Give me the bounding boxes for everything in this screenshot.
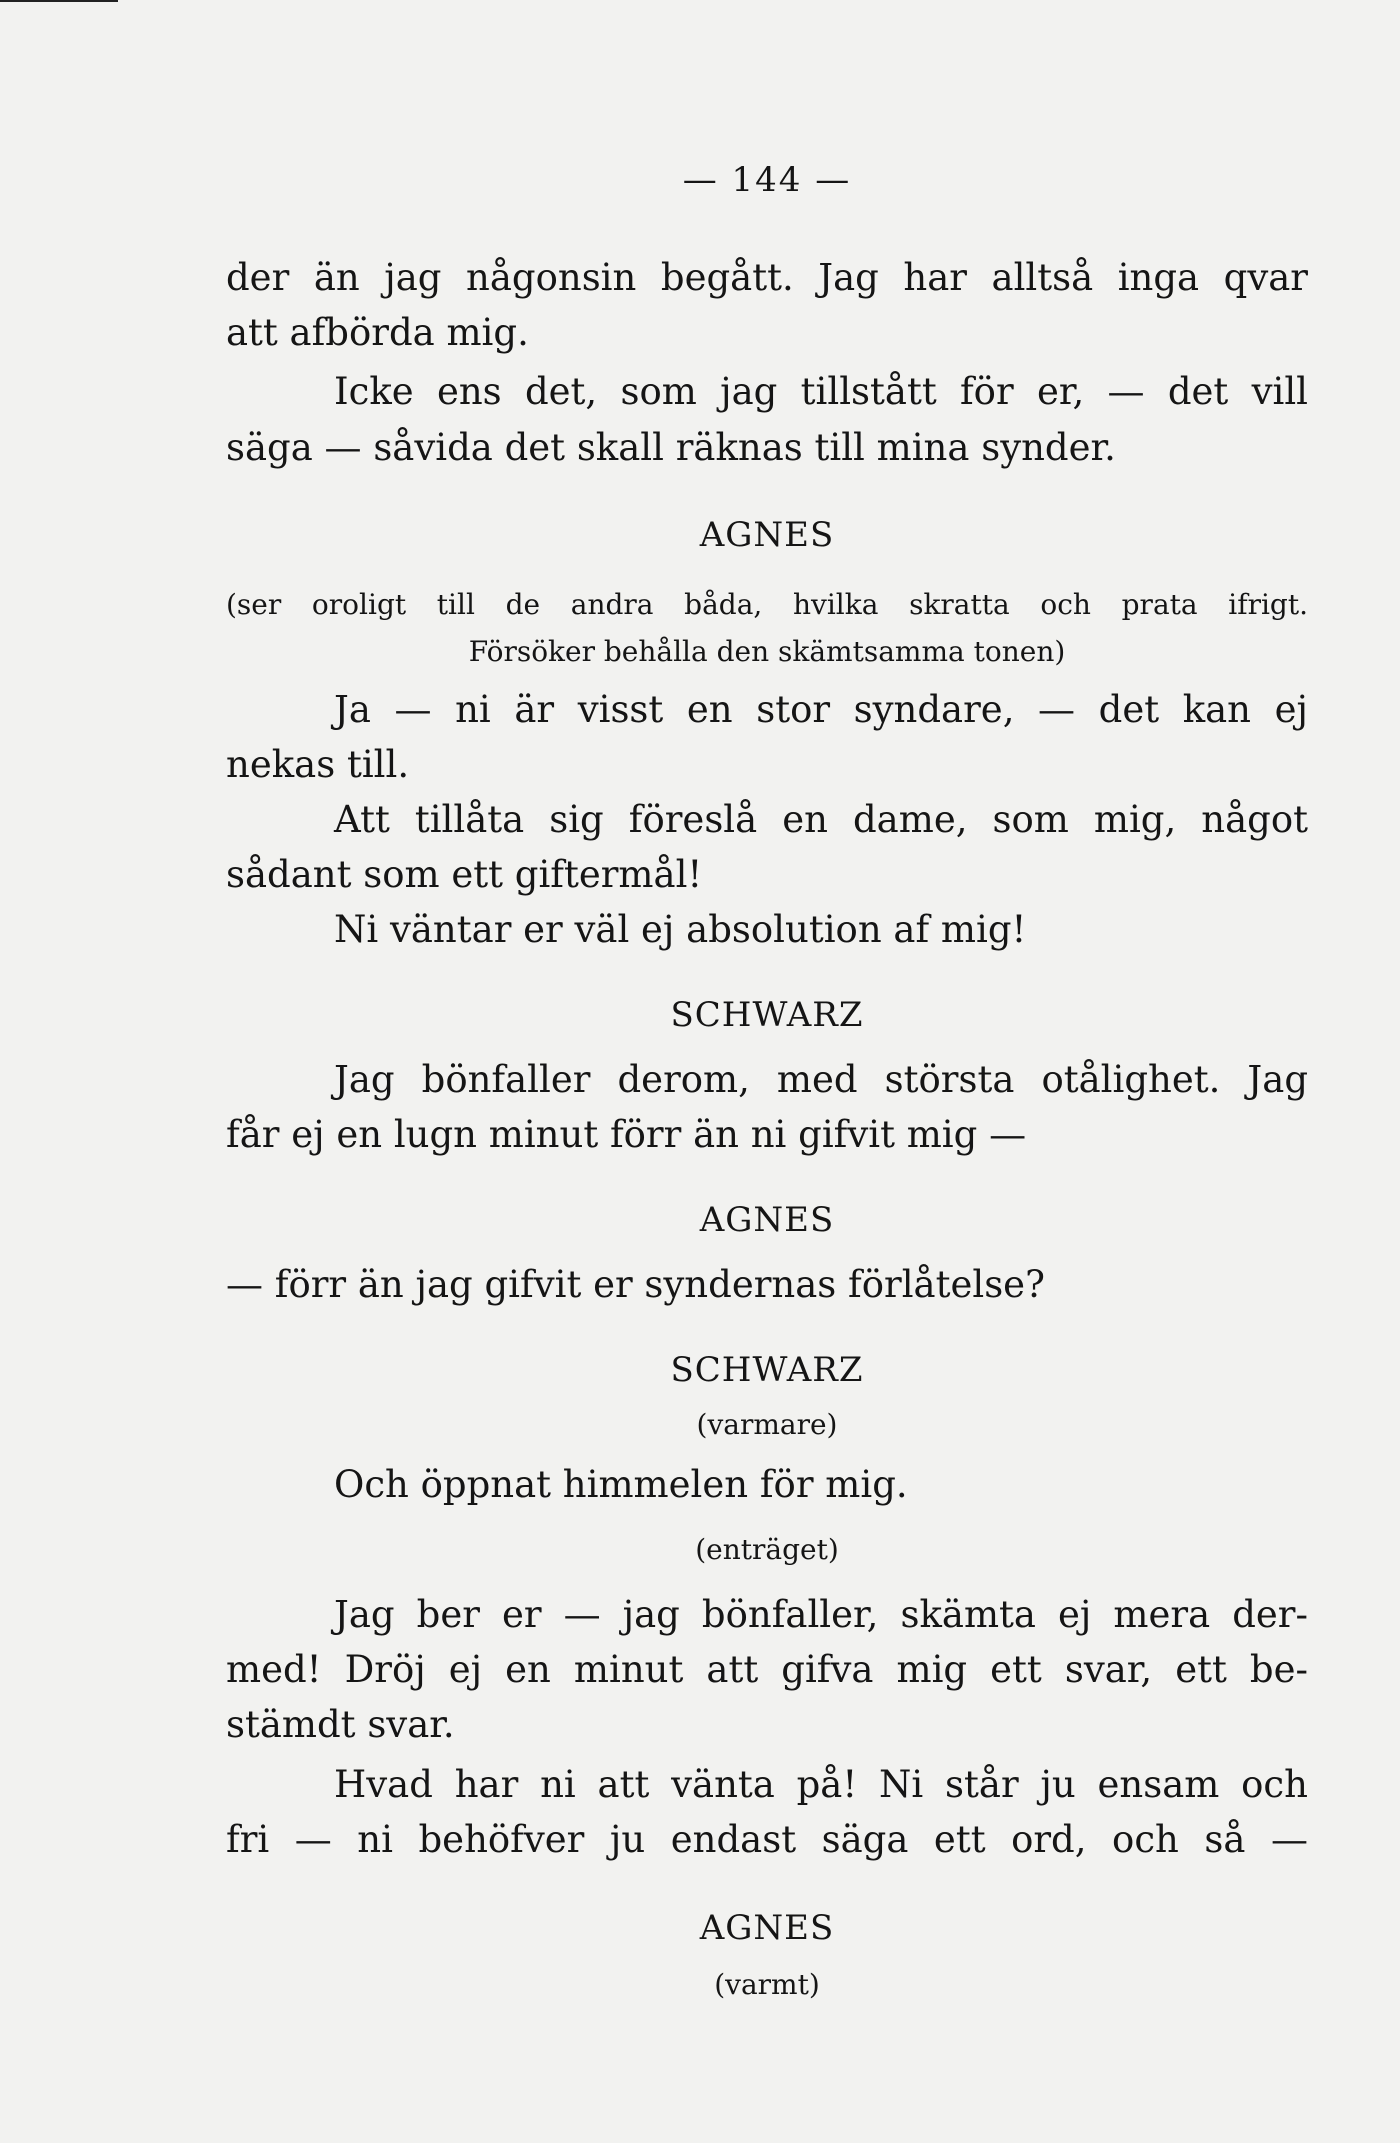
text-line: Och öppnat himmelen för mig. <box>334 1463 908 1506</box>
text-line: att afbörda mig. <box>226 311 529 354</box>
text-line: Att tillåta sig föreslå en dame, som mig, något <box>334 798 1308 841</box>
text-line: sådant som ett giftermål! <box>226 853 703 896</box>
speaker-name: SCHWARZ <box>670 995 864 1035</box>
speaker-name: AGNES <box>699 1200 835 1240</box>
text-line: Jag bönfaller derom, med största otålighet. Jag <box>334 1058 1308 1101</box>
scan-edge-mark <box>0 0 118 2</box>
speaker-name: SCHWARZ <box>670 1350 864 1390</box>
text-line: säga — såvida det skall räknas till mina synder. <box>226 426 1116 469</box>
text-line: Ja — ni är visst en stor syndare, — det kan ej <box>334 688 1308 731</box>
stage-direction: (enträget) <box>695 1533 839 1566</box>
text-line: fri — ni behöfver ju endast säga ett ord, och så — <box>226 1818 1308 1861</box>
stage-direction: (ser oroligt till de andra båda, hvilka skratta och prata ifrigt. <box>226 588 1308 621</box>
text-line: Icke ens det, som jag tillstått för er, — det vill <box>334 370 1308 413</box>
speaker-name: AGNES <box>699 1908 835 1948</box>
stage-direction: Försöker behålla den skämtsamma tonen) <box>468 635 1066 668</box>
stage-direction: (varmt) <box>714 1968 820 2001</box>
text-line: med! Dröj ej en minut att gifva mig ett svar, ett be- <box>226 1648 1308 1691</box>
text-line: der än jag någonsin begått. Jag har alltså inga qvar <box>226 256 1308 299</box>
text-line: — förr än jag gifvit er syndernas förlåtelse? <box>226 1263 1045 1306</box>
stage-direction: (varmare) <box>696 1408 838 1441</box>
text-line: nekas till. <box>226 743 410 786</box>
text-line: stämdt svar. <box>226 1703 455 1746</box>
page-number: — 144 — <box>682 160 852 200</box>
text-line: Hvad har ni att vänta på! Ni står ju ensam och <box>334 1763 1308 1806</box>
text-line: Ni väntar er väl ej absolution af mig! <box>334 908 1027 951</box>
text-line: får ej en lugn minut förr än ni gifvit mig — <box>226 1113 1027 1156</box>
speaker-name: AGNES <box>699 515 835 555</box>
text-line: Jag ber er — jag bönfaller, skämta ej mera der- <box>334 1593 1308 1636</box>
